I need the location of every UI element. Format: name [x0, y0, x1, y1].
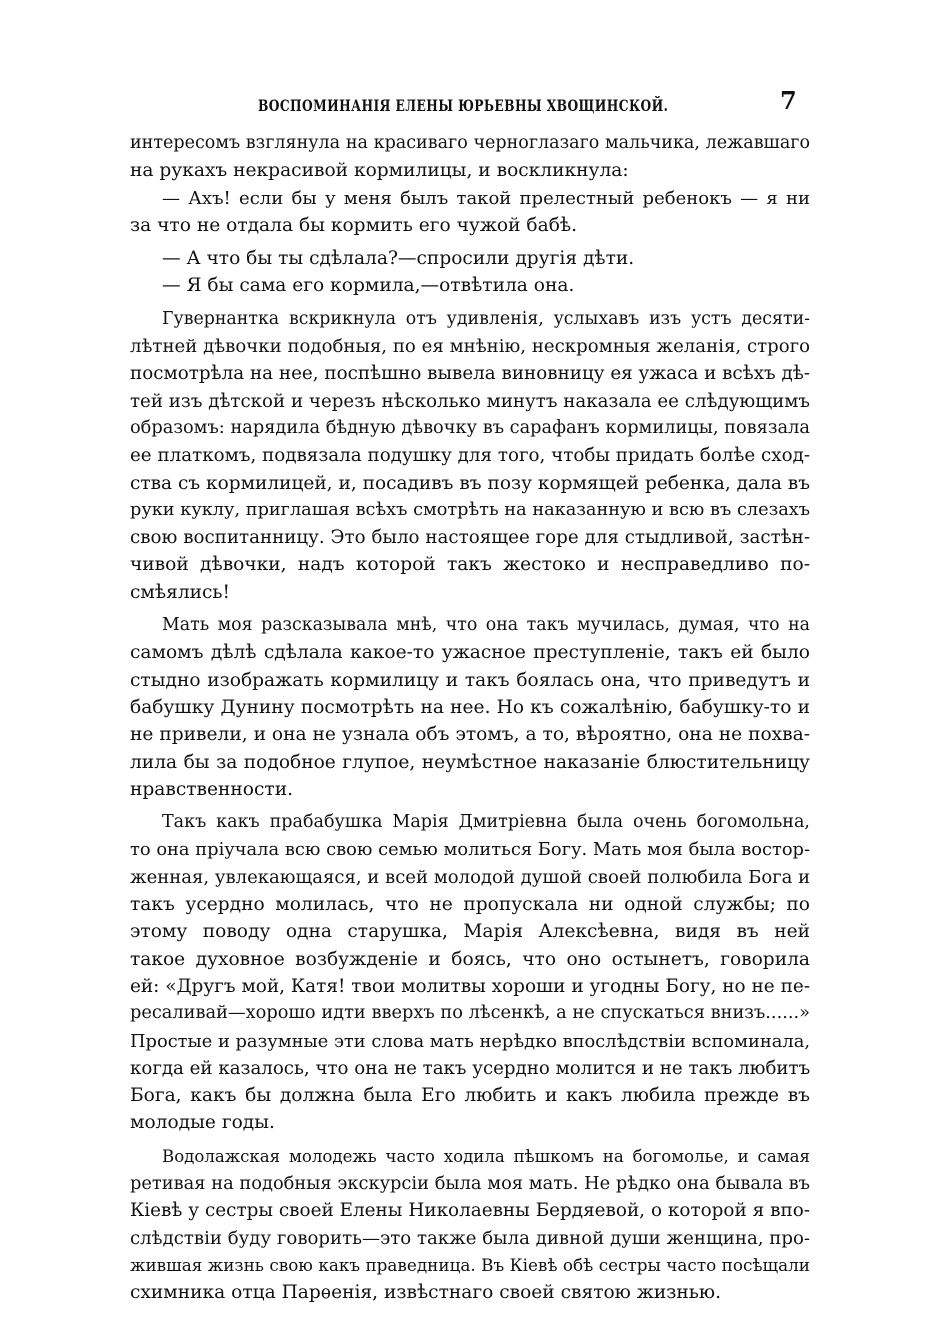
page-number: 7 [780, 86, 797, 115]
paragraph [130, 185, 810, 240]
text-line: Водолажская молодежь часто ходила пѣшкомъ на богомолье, и самая [162, 1146, 810, 1166]
text-line: руки куклу, приглашая всѣхъ смотрѣть на наказанную и всю въ слезахъ [130, 499, 810, 520]
text-line: ретивая на подобныя экскурсіи была моя мать. Не рѣдко она бывала въ [130, 1172, 810, 1194]
text-line: — А что бы ты сдѣлала?—спросили другія дѣти. [162, 248, 635, 270]
text-line: Такъ какъ прабабушка Марія Дмитріевна была очень богомольна, [162, 812, 810, 833]
body-text [130, 130, 810, 1306]
text-line: когда ей казалось, что она не такъ усердно молится и не такъ любитъ [130, 1057, 811, 1079]
text-line: самомъ дѣлѣ сдѣлала какое-то ужасное преступленіе, такъ ей было [130, 642, 810, 664]
text-line: не привели, и она не узнала объ этомъ, а то, вѣроятно, она не похва- [130, 724, 810, 746]
text-line: за что не отдала бы кормить его чужой бабѣ. [130, 214, 578, 236]
text-line: интересомъ взглянула на красиваго черноглазаго мальчика, лежавшаго [130, 133, 810, 153]
text-line: стыдно изображать кормилицу и такъ боялась она, что приведутъ и [130, 669, 810, 691]
text-line: лила бы за подобное глупое, неумѣстное наказаніе блюстительницу [130, 751, 810, 773]
text-line: ресаливай—хорошо идти вверхъ по лѣсенкѣ, а не спускаться внизъ......» [130, 1003, 810, 1024]
text-line: слѣдствіи буду говорить—это также была дивной души женщина, про- [130, 1227, 810, 1249]
text-line: тей изъ дѣтской и черезъ нѣсколько минутъ наказала ее слѣдующимъ [130, 390, 810, 412]
paragraph [130, 612, 810, 803]
paragraph [130, 272, 810, 299]
text-line: чивой дѣвочки, надъ которой такъ жестоко и несправедливо по- [130, 554, 810, 576]
text-line: — Я бы сама его кормила,—отвѣтила она. [162, 275, 575, 297]
paragraph [130, 245, 810, 272]
text-line: Гувернантка вскрикнула отъ удивленія, услыхавъ изъ устъ десяти- [162, 308, 810, 329]
text-line: Бога, какъ бы должна была Его любить и какъ любила прежде въ [130, 1085, 810, 1107]
paragraph [130, 130, 810, 185]
page-header [0, 86, 936, 126]
text-line: — Ахъ! если бы у меня былъ такой прелестный ребенокъ — я ни [162, 187, 810, 209]
text-line: свою воспитанницу. Это было настоящее горе для стыдливой, застѣн- [130, 527, 810, 549]
text-line: женная, увлекающаяся, и всей молодой душой своей полюбила Бога и [130, 866, 811, 888]
text-line: бабушку Дунину посмотрѣть на нее. Но къ сожалѣнію, бабушку-то и [130, 696, 810, 718]
text-line: схимника отца Парѳенія, извѣстнаго своей святою жизнью. [130, 1282, 722, 1304]
text-line: молодые годы. [130, 1112, 275, 1134]
text-line: Кіевѣ у сестры своей Елены Николаевны Бердяевой, о которой я впо- [130, 1200, 810, 1222]
paragraph [130, 1143, 810, 1307]
text-line: образомъ: нарядила бѣдную дѣвочку въ сарафанъ кормилицы, повязала [130, 417, 810, 438]
text-line: то она пріучала всю свою семью молиться Богу. Мать моя была востор- [130, 839, 810, 861]
text-line: ее платкомъ, подвязала подушку для того, чтобы придать болѣе сход- [130, 445, 810, 467]
text-line: такое духовное возбужденіе и боясь, что оно остынетъ, говорила [130, 948, 810, 970]
text-line: ства съ кормилицей, и, посадивъ въ позу кормящей ребенка, дала въ [130, 472, 810, 494]
text-line: лѣтней дѣвочки подобныя, по ея мнѣнію, нескромныя желанія, строго [130, 336, 810, 358]
text-line: смѣялись! [130, 581, 231, 603]
paragraph [130, 306, 810, 606]
running-title: ВОСПОМИНАНІЯ ЕЛЕНЫ ЮРЬЕВНЫ ХВОЩИНСКОЙ. [258, 96, 669, 115]
text-line: посмотрѣла на нее, поспѣшно вывела виновницу ея ужаса и всѣхъ дѣ- [130, 363, 810, 385]
text-line: жившая жизнь свою какъ праведница. Въ Кіевѣ обѣ сестры часто посѣщали [130, 1254, 810, 1275]
text-line: на рукахъ некрасивой кормилицы, и воскликнула: [130, 160, 629, 182]
text-line: такъ усердно молилась, что не пропускала ни одной службы; по [130, 894, 810, 916]
text-line: Простые и разумные эти слова мать нерѣдко впослѣдствіи вспоминала, [130, 1030, 810, 1052]
text-line: ей: «Другъ мой, Катя! твои молитвы хороши и угодны Богу, но не пе- [130, 975, 810, 997]
text-line: этому поводу одна старушка, Марія Алексѣевна, видя въ ней [130, 921, 810, 943]
text-line: нравственности. [130, 778, 294, 800]
paragraph [130, 809, 810, 1137]
text-line: Мать моя разсказывала мнѣ, что она такъ мучилась, думая, что на [162, 615, 810, 636]
